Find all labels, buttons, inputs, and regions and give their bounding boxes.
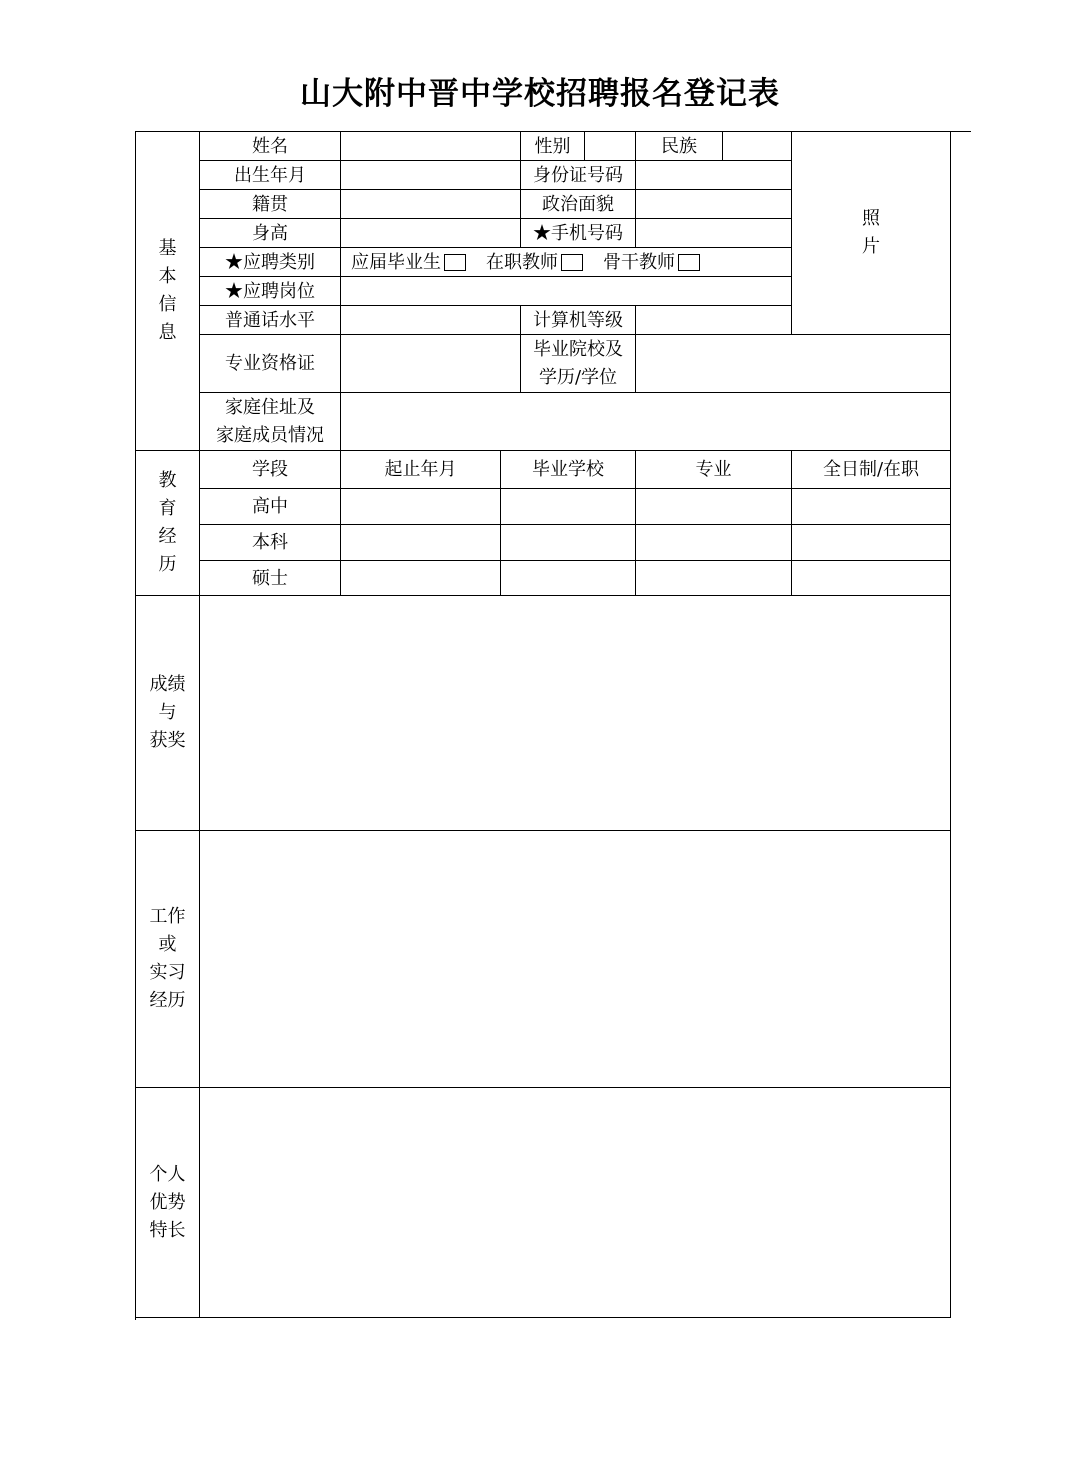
edu-row-label-high-school: 高中 xyxy=(200,489,341,525)
edu-master-major-field[interactable] xyxy=(636,561,792,596)
label-name: 姓名 xyxy=(200,132,341,161)
edu-bachelor-fulltime-field[interactable] xyxy=(792,525,951,561)
option-in-service-teacher: 在职教师 xyxy=(486,249,583,276)
label-computer: 计算机等级 xyxy=(521,306,636,335)
label-political-status: 政治面貌 xyxy=(521,190,636,219)
height-field[interactable] xyxy=(341,219,521,248)
label-apply-position: ★应聘岗位 xyxy=(200,277,341,306)
form-title: 山大附中晋中学校招聘报名登记表 xyxy=(300,76,780,112)
family-field[interactable] xyxy=(341,393,951,451)
ethnicity-field[interactable] xyxy=(723,132,792,161)
strengths-field[interactable] xyxy=(200,1088,951,1318)
edu-high-school-period-field[interactable] xyxy=(341,489,501,525)
label-height: 身高 xyxy=(200,219,341,248)
edu-row-label-bachelor: 本科 xyxy=(200,525,341,561)
edu-bachelor-period-field[interactable] xyxy=(341,525,501,561)
gender-field[interactable] xyxy=(585,132,636,161)
label-apply-category: ★应聘类别 xyxy=(200,248,341,277)
edu-header-stage: 学段 xyxy=(200,451,341,489)
awards-field[interactable] xyxy=(200,596,951,831)
option-fresh-graduate: 应届毕业生 xyxy=(351,249,466,276)
label-graduate-school: 毕业院校及 学历/学位 xyxy=(521,335,636,393)
photo-label-2: 片 xyxy=(862,236,880,257)
edu-master-fulltime-field[interactable] xyxy=(792,561,951,596)
edu-bachelor-major-field[interactable] xyxy=(636,525,792,561)
work-experience-field[interactable] xyxy=(200,831,951,1088)
photo-box[interactable] xyxy=(792,132,951,335)
name-field[interactable] xyxy=(341,132,521,161)
phone-field[interactable] xyxy=(636,219,792,248)
section-label-basic-info: 基 本 信 息 xyxy=(136,132,200,451)
edu-master-school-field[interactable] xyxy=(501,561,636,596)
edu-bachelor-school-field[interactable] xyxy=(501,525,636,561)
label-family: 家庭住址及 家庭成员情况 xyxy=(200,393,341,451)
edu-header-school: 毕业学校 xyxy=(501,451,636,489)
label-gender: 性别 xyxy=(521,132,585,161)
label-native-place: 籍贯 xyxy=(200,190,341,219)
qualification-field[interactable] xyxy=(341,335,521,393)
apply-position-field[interactable] xyxy=(341,277,792,306)
registration-form-table xyxy=(135,131,971,1320)
label-mandarin: 普通话水平 xyxy=(200,306,341,335)
option-key-teacher: 骨干教师 xyxy=(603,249,700,276)
birth-field[interactable] xyxy=(341,161,521,190)
section-label-work-experience: 工作 或 实习 经历 xyxy=(136,831,200,1088)
political-status-field[interactable] xyxy=(636,190,792,219)
edu-header-major: 专业 xyxy=(636,451,792,489)
edu-header-fulltime: 全日制/在职 xyxy=(792,451,951,489)
id-number-field[interactable] xyxy=(636,161,792,190)
edu-high-school-major-field[interactable] xyxy=(636,489,792,525)
label-qualification: 专业资格证 xyxy=(200,335,341,393)
computer-field[interactable] xyxy=(636,306,792,335)
edu-master-period-field[interactable] xyxy=(341,561,501,596)
section-label-awards: 成绩 与 获奖 xyxy=(136,596,200,831)
checkbox-in-service-teacher[interactable] xyxy=(561,254,583,271)
section-label-strengths: 个人 优势 特长 xyxy=(136,1088,200,1318)
graduate-school-field[interactable] xyxy=(636,335,951,393)
native-place-field[interactable] xyxy=(341,190,521,219)
edu-high-school-school-field[interactable] xyxy=(501,489,636,525)
edu-header-period: 起止年月 xyxy=(341,451,501,489)
checkbox-fresh-graduate[interactable] xyxy=(444,254,466,271)
section-label-education: 教 育 经 历 xyxy=(136,451,200,596)
apply-category-options xyxy=(341,248,792,277)
photo-label-1: 照 xyxy=(862,208,880,229)
label-ethnicity: 民族 xyxy=(636,132,723,161)
label-birth: 出生年月 xyxy=(200,161,341,190)
label-phone: ★手机号码 xyxy=(521,219,636,248)
mandarin-field[interactable] xyxy=(341,306,521,335)
label-id-number: 身份证号码 xyxy=(521,161,636,190)
checkbox-key-teacher[interactable] xyxy=(678,254,700,271)
edu-row-label-master: 硕士 xyxy=(200,561,341,596)
edu-high-school-fulltime-field[interactable] xyxy=(792,489,951,525)
